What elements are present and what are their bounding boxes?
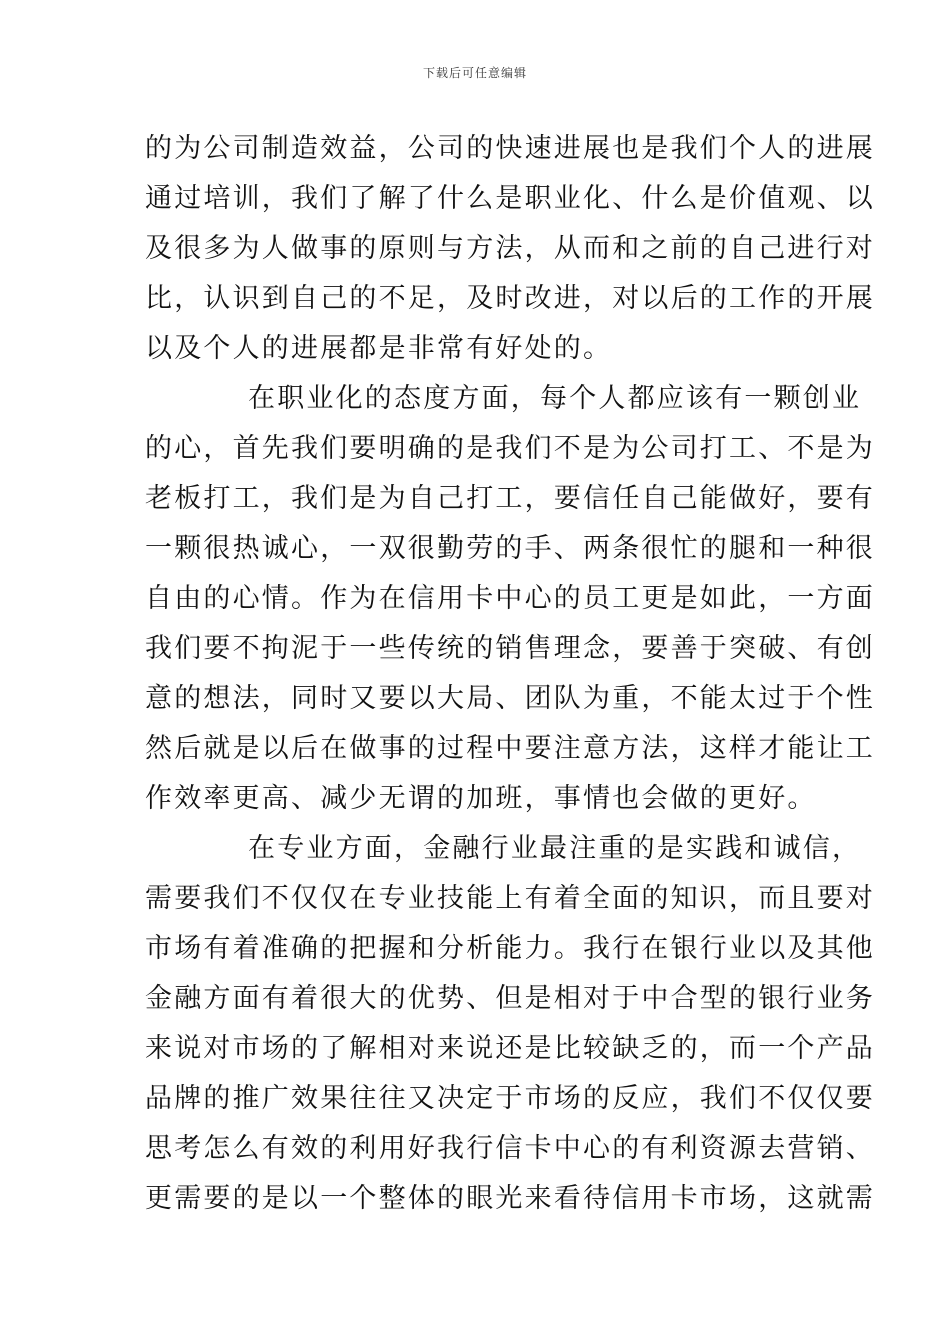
text-line: 的心，首先我们要明确的是我们不是为公司打工、不是为: [145, 433, 875, 464]
text-line: 及很多为人做事的原则与方法，从而和之前的自己进行对: [145, 233, 875, 264]
paragraph-first-line: 在职业化的态度方面，每个人都应该有一颗创业: [248, 383, 862, 414]
body-text: [145, 124, 875, 1224]
text-line: 更需要的是以一个整体的眼光来看待信用卡市场，这就需: [145, 1183, 875, 1214]
text-line: 以及个人的进展都是非常有好处的。: [145, 333, 613, 364]
text-line: 一颗很热诚心，一双很勤劳的手、两条很忙的腿和一种很: [145, 533, 875, 564]
page-header: 下载后可任意编辑: [422, 66, 527, 80]
text-line: 通过培训，我们了解了什么是职业化、什么是价值观、以: [145, 183, 875, 214]
text-line: 自由的心情。作为在信用卡中心的员工更是如此，一方面: [145, 583, 875, 614]
text-line: 老板打工，我们是为自己打工，要信任自己能做好，要有: [145, 483, 875, 514]
text-line: 意的想法，同时又要以大局、团队为重，不能太过于个性: [145, 683, 875, 714]
text-line: 品牌的推广效果往往又决定于市场的反应，我们不仅仅要: [145, 1083, 875, 1114]
text-line: 市场有着准确的把握和分析能力。我行在银行业以及其他: [145, 933, 875, 964]
text-line: 金融方面有着很大的优势、但是相对于中合型的银行业务: [145, 983, 875, 1014]
text-line: 的为公司制造效益，公司的快速进展也是我们个人的进展: [145, 133, 875, 164]
text-line: 来说对市场的了解相对来说还是比较缺乏的，而一个产品: [145, 1033, 875, 1064]
text-line: 作效率更高、减少无谓的加班，事情也会做的更好。: [145, 783, 817, 814]
text-line: 比，认识到自己的不足，及时改进，对以后的工作的开展: [145, 283, 875, 314]
text-line: 然后就是以后在做事的过程中要注意方法，这样才能让工: [145, 733, 875, 764]
text-line: 思考怎么有效的利用好我行信卡中心的有利资源去营销、: [145, 1133, 875, 1164]
text-line: 我们要不拘泥于一些传统的销售理念，要善于突破、有创: [145, 633, 875, 664]
text-line: 需要我们不仅仅在专业技能上有着全面的知识，而且要对: [145, 883, 875, 914]
paragraph-first-line: 在专业方面，金融行业最注重的是实践和诚信，: [248, 833, 862, 864]
